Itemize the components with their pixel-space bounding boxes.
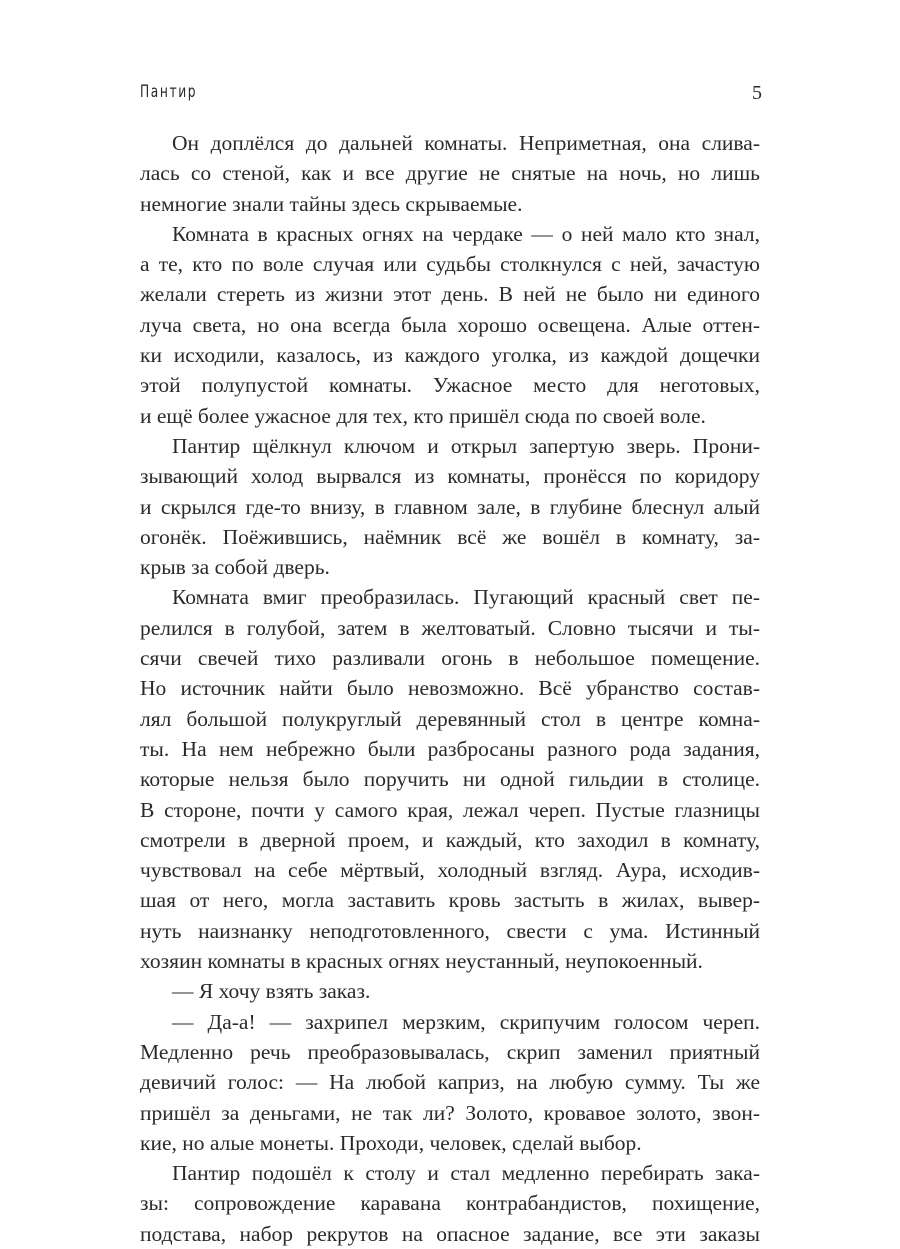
text-line: и ещё более ужасное для тех, кто пришёл сюда по своей воле. [140, 403, 706, 428]
paragraph [140, 219, 760, 431]
paragraph [140, 1007, 760, 1158]
text-line: огонёк. Поёжившись, наёмник всё же вошёл в комнату, за- [140, 524, 760, 549]
paragraph [140, 431, 760, 582]
text-line: немногие знали тайны здесь скрываемые. [140, 191, 523, 216]
text-line: Комната вмиг преобразилась. Пугающий красный свет пе- [172, 585, 760, 610]
text-line: желали стереть из жизни этот день. В ней не было ни единого [140, 282, 760, 307]
text-line: ты. На нем небрежно были разбросаны разного рода задания, [140, 736, 760, 761]
text-line: луча света, но она всегда была хорошо освещена. Алые оттен- [140, 312, 760, 337]
text-line: — Я хочу взять заказ. [172, 979, 371, 1004]
text-line: Пантир подошёл к столу и стал медленно перебирать зака- [172, 1161, 760, 1186]
paragraph [140, 976, 760, 1006]
text-line: а те, кто по воле случая или судьбы столкнулся с ней, зачастую [140, 252, 760, 277]
text-line: Но источник найти было невозможно. Всё убранство состав- [140, 676, 760, 701]
text-line: смотрели в дверной проем, и каждый, кто заходил в комнату, [140, 827, 760, 852]
text-line: подстава, набор рекрутов на опасное задание, все эти заказы [140, 1221, 760, 1246]
text-line: шая от него, могла заставить кровь застыть в жилах, вывер- [140, 888, 760, 913]
text-line: В стороне, почти у самого края, лежал череп. Пустые глазницы [140, 797, 760, 822]
text-line: чувствовал на себе мёртвый, холодный взгляд. Аура, исходив- [140, 858, 760, 883]
text-line: нуть наизнанку неподготовленного, свести с ума. Истинный [140, 918, 760, 943]
text-line: лял большой полукруглый деревянный стол в центре комна- [140, 706, 760, 731]
text-line: релился в голубой, затем в желтоватый. Словно тысячи и ты- [140, 615, 760, 640]
text-line: крыв за собой дверь. [140, 555, 330, 580]
paragraph [140, 582, 760, 976]
page-number: 5 [752, 82, 762, 104]
running-title: Пантир [140, 82, 198, 102]
text-line: лась со стеной, как и все другие не снятые на ночь, но лишь [140, 161, 760, 186]
running-header [140, 82, 762, 112]
body-text [140, 128, 760, 1249]
text-line: хозяин комнаты в красных огнях неустанный, неупокоенный. [140, 949, 703, 974]
text-line: этой полупустой комнаты. Ужасное место для неготовых, [140, 373, 760, 398]
paragraph [140, 1158, 760, 1249]
text-line: сячи свечей тихо разливали огонь в небольшое помещение. [140, 646, 760, 671]
text-line: пришёл за деньгами, не так ли? Золото, кровавое золото, звон- [140, 1100, 760, 1125]
text-line: кие, но алые монеты. Проходи, человек, сделай выбор. [140, 1130, 642, 1155]
text-line: зы: сопровождение каравана контрабандистов, похищение, [140, 1191, 760, 1216]
text-line: ки исходили, казалось, из каждого уголка, из каждой дощечки [140, 343, 760, 368]
paragraph [140, 128, 760, 219]
text-line: Медленно речь преобразовывалась, скрип заменил приятный [140, 1039, 760, 1064]
text-line: Он доплёлся до дальней комнаты. Неприметная, она слива- [172, 131, 760, 155]
text-line: Пантир щёлкнул ключом и открыл запертую зверь. Прони- [172, 433, 760, 458]
text-line: зывающий холод вырвался из комнаты, пронёсся по коридору [140, 464, 760, 489]
text-line: девичий голос: — На любой каприз, на любую сумму. Ты же [140, 1070, 760, 1095]
text-line: Комната в красных огнях на чердаке — о ней мало кто знал, [172, 221, 760, 246]
text-line: и скрылся где-то внизу, в главном зале, в глубине блеснул алый [140, 494, 760, 519]
text-line: — Да-а! — захрипел мерзким, скрипучим голосом череп. [172, 1009, 760, 1034]
text-line: которые нельзя было поручить ни одной гильдии в столице. [140, 767, 760, 792]
